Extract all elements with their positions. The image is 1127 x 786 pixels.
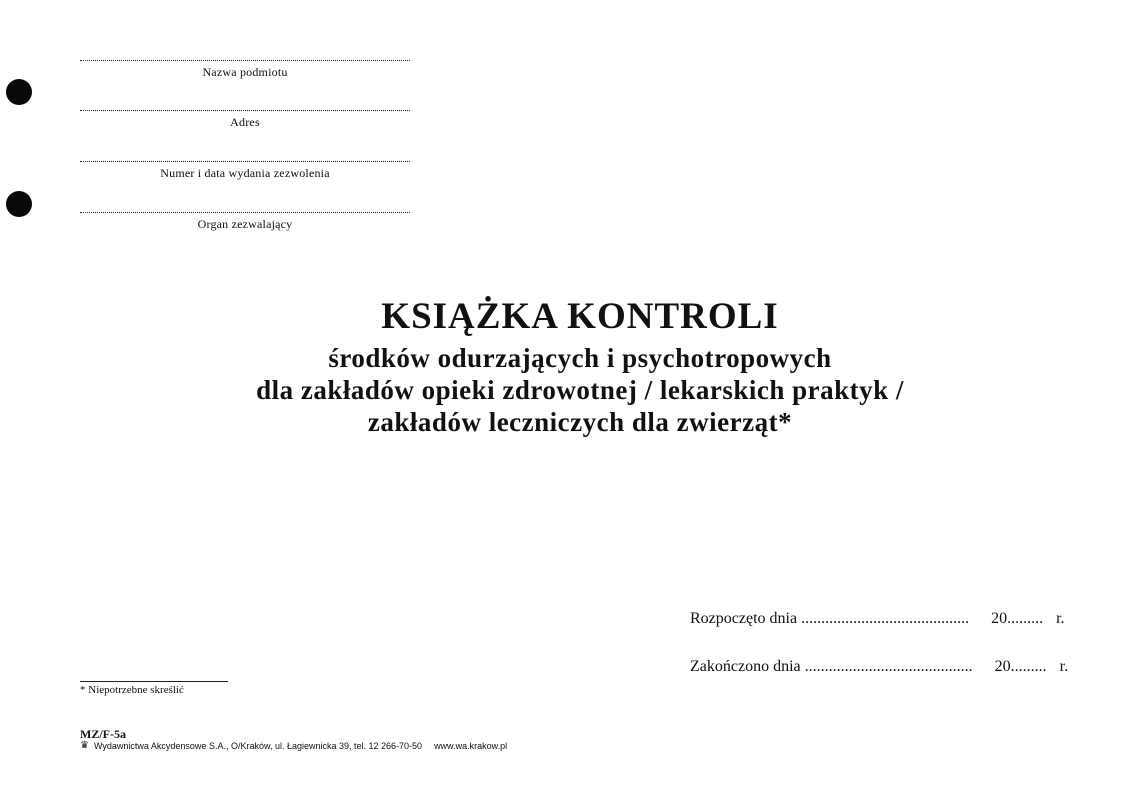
end-date-dots: .......................................... [804, 658, 973, 675]
subtitle-line-1: środków odurzających i psychotropowych [328, 343, 832, 373]
subtitle-line-3: zakładów leczniczych dla zwierząt* [367, 407, 793, 437]
crown-logo-icon: ♛ [80, 740, 89, 751]
publisher-line [80, 740, 507, 751]
title-block [0, 292, 1127, 438]
field-label: Nazwa podmiotu [202, 65, 288, 79]
publisher-website[interactable]: www.wa.krakow.pl [434, 740, 508, 751]
dotted-line [80, 161, 410, 162]
start-date-line[interactable] [690, 610, 1065, 628]
publisher-address: Wydawnictwa Akcydensowe S.A., O/Kraków, ul. Łagiewnicka 39, tel. 12 266-70-50 [93, 740, 423, 751]
field-label: Adres [230, 115, 260, 129]
punch-hole-bottom [6, 191, 32, 217]
end-year-suffix: r. [1059, 658, 1069, 675]
field-label: Organ zezwalający [197, 217, 293, 231]
subtitle-line-2: dla zakładów opieki zdrowotnej / lekarskich praktyk / [256, 375, 904, 405]
page-title: KSIĄŻKA KONTROLI [381, 296, 779, 337]
dotted-line [80, 212, 410, 213]
issuing-authority-field[interactable] [80, 212, 410, 232]
form-code: MZ/F-5a [80, 727, 126, 741]
start-date-dots: .......................................... [801, 610, 970, 627]
start-year: 20......... [991, 610, 1044, 627]
footnote-divider [80, 681, 228, 682]
field-label: Numer i data wydania zezwolenia [160, 166, 330, 180]
entity-name-field[interactable] [80, 60, 410, 80]
dotted-line [80, 60, 410, 61]
end-date-label: Zakończono dnia [690, 658, 801, 675]
end-year: 20......... [994, 658, 1047, 675]
dotted-line [80, 110, 410, 111]
permit-number-field[interactable] [80, 161, 410, 181]
address-field[interactable] [80, 110, 410, 130]
start-year-suffix: r. [1056, 610, 1065, 627]
punch-hole-top [6, 79, 32, 105]
start-date-label: Rozpoczęto dnia [690, 610, 798, 627]
footnote: * Niepotrzebne skreślić [80, 684, 184, 696]
end-date-line[interactable] [690, 658, 1068, 676]
